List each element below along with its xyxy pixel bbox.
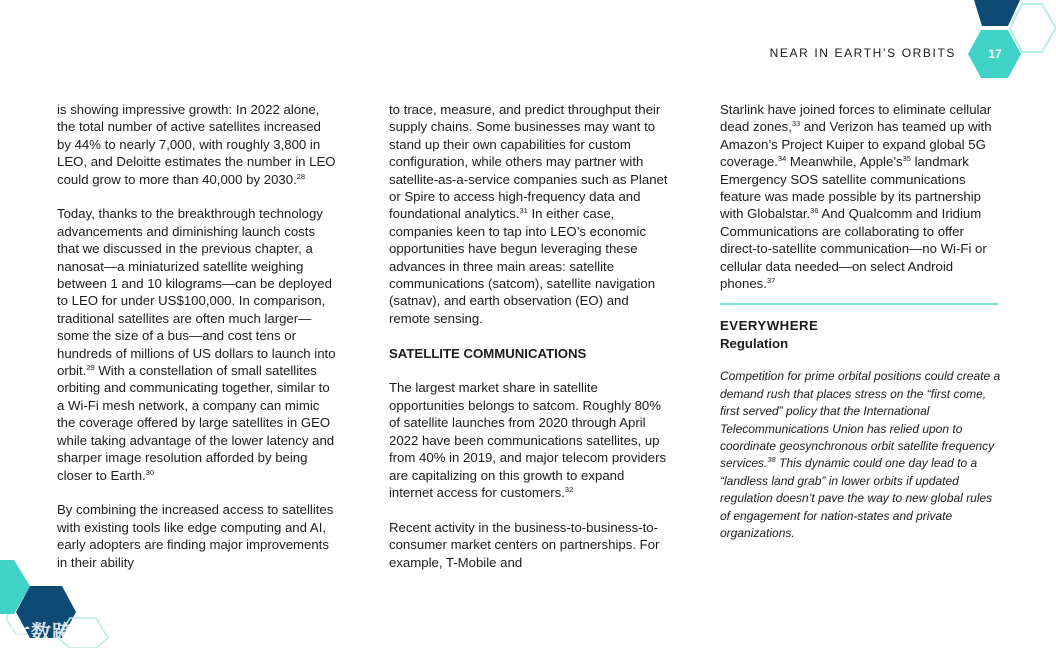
footnote-ref[interactable]: 37 xyxy=(766,276,776,286)
paragraph: Starlink have joined forces to eliminate cellular dead zones,$^{33}$ and Verizon has teamed up with Amazon’s Project Kuiper to expand global 5G coverage.$^{34}$ Meanwhile, $Apple’s^{35}$ landmark Emergency SOS satellite communications feature was made possible by its partnership with Globalstar.$^{36}$ And Qualcomm and Iridium Communications are collaborating to offer direct-to-satellite communication—no Wi-Fi or cellular data needed—on select Android phones.$^{37}$ xyxy=(720,102,992,292)
footnote-ref[interactable]: 34 xyxy=(777,154,787,164)
paragraph: Today, thanks to the breakthrough technology advancements and diminishing launch costs that we discussed in the previous chapter, a nanosat—a miniaturized satellite weighing between 1 and 10 kilograms—can be deployed to LEO for under US$100,000. In comparison, traditional satellites are often much larger—some the size of a bus—and cost tens or hundreds of millions of US dollars to launch into orbit.$^{29}$ With a constellation of small satellites orbiting and communicating together, similar to a Wi-Fi mesh network, a company can mimic the coverage offered by large satellites in GEO while taking advantage of the lower latency and sharper image resolution afforded by being closer to Earth.$^{30}$ xyxy=(57,206,336,483)
sidebar-divider xyxy=(720,303,998,305)
watermark: 大数跨境 xyxy=(10,622,94,644)
paragraph: to trace, measure, and predict throughput their supply chains. Some businesses may want to stand up their own capabilities for custom configuration, while others may partner with satellite-as-a-service companies such as Planet or Spire to access high-frequency data and foundational analytics.$^{31}$ In either case, companies keen to tap into LEO’s economic opportunities have begun leveraging these advances in three main areas: satellite communications (satcom), satellite navigation (satnav), and earth observation (EO) and remote sensing. xyxy=(389,102,668,326)
paragraph: The largest market share in satellite opportunities belongs to satcom. Roughly 80% of satellite launches from 2020 through April 2022 have been communications satellites, up from 40% in 2019, and major telecom providers are capitalizing on this growth to expand internet access for customers.$^{32}$ xyxy=(389,380,667,500)
paragraph: By combining the increased access to satellites with existing tools like edge computing and AI, early adopters are finding major improvements in their ability xyxy=(57,502,334,570)
footnote-ref[interactable]: 33 xyxy=(791,119,801,129)
page-number: 17 xyxy=(988,47,1002,61)
footnote-ref[interactable]: 36 xyxy=(810,206,819,216)
footnote-ref[interactable]: 30 xyxy=(145,467,155,477)
sidebar-category: EVERYWHERE xyxy=(720,318,819,334)
running-header-title: NEAR IN EARTH’S ORBITS xyxy=(769,46,956,60)
sidebar-title: Regulation xyxy=(720,335,789,351)
footnote-ref[interactable]: 38 xyxy=(767,455,776,465)
footnote-ref[interactable]: 31 xyxy=(519,206,528,216)
paragraph: is showing impressive growth: In 2022 alone, the total number of active satellites increased by 44% to nearly 7,000, with roughly 3,800 in LEO, and Deloitte estimates the number in LEO could grow to more than 40,000 by 2030.28 xyxy=(57,102,336,187)
text-column-1 xyxy=(57,101,337,588)
footnote-ref[interactable]: 35 xyxy=(902,154,911,164)
text-column-3 xyxy=(720,101,1002,542)
section-heading: SATELLITE COMMUNICATIONS xyxy=(389,345,587,361)
footnote-ref[interactable]: 28 xyxy=(296,171,306,181)
regulation-sidebar xyxy=(720,317,1002,542)
footnote-ref[interactable]: 32 xyxy=(564,484,574,494)
text-column-2 xyxy=(389,101,671,588)
footnote-ref[interactable]: 29 xyxy=(86,363,95,373)
outline-hexagon-right xyxy=(1010,4,1056,52)
paragraph: Recent activity in the business-to-business-to-consumer market centers on partnerships. For example, T-Mobile and xyxy=(389,519,660,570)
sidebar-body: Competition for prime orbital positions could create a demand rush that places stress on the “first come, first served” policy that the International Telecommunications Union has relied upon to coordinate geosynchronous orbit satellite frequency services.$^{38}$ This dynamic could one day lead to a “landless land grab” in lower orbits if updated regulation doesn’t pave the way to new global rules of engagement for nation-states and private organizations. xyxy=(720,369,1001,540)
